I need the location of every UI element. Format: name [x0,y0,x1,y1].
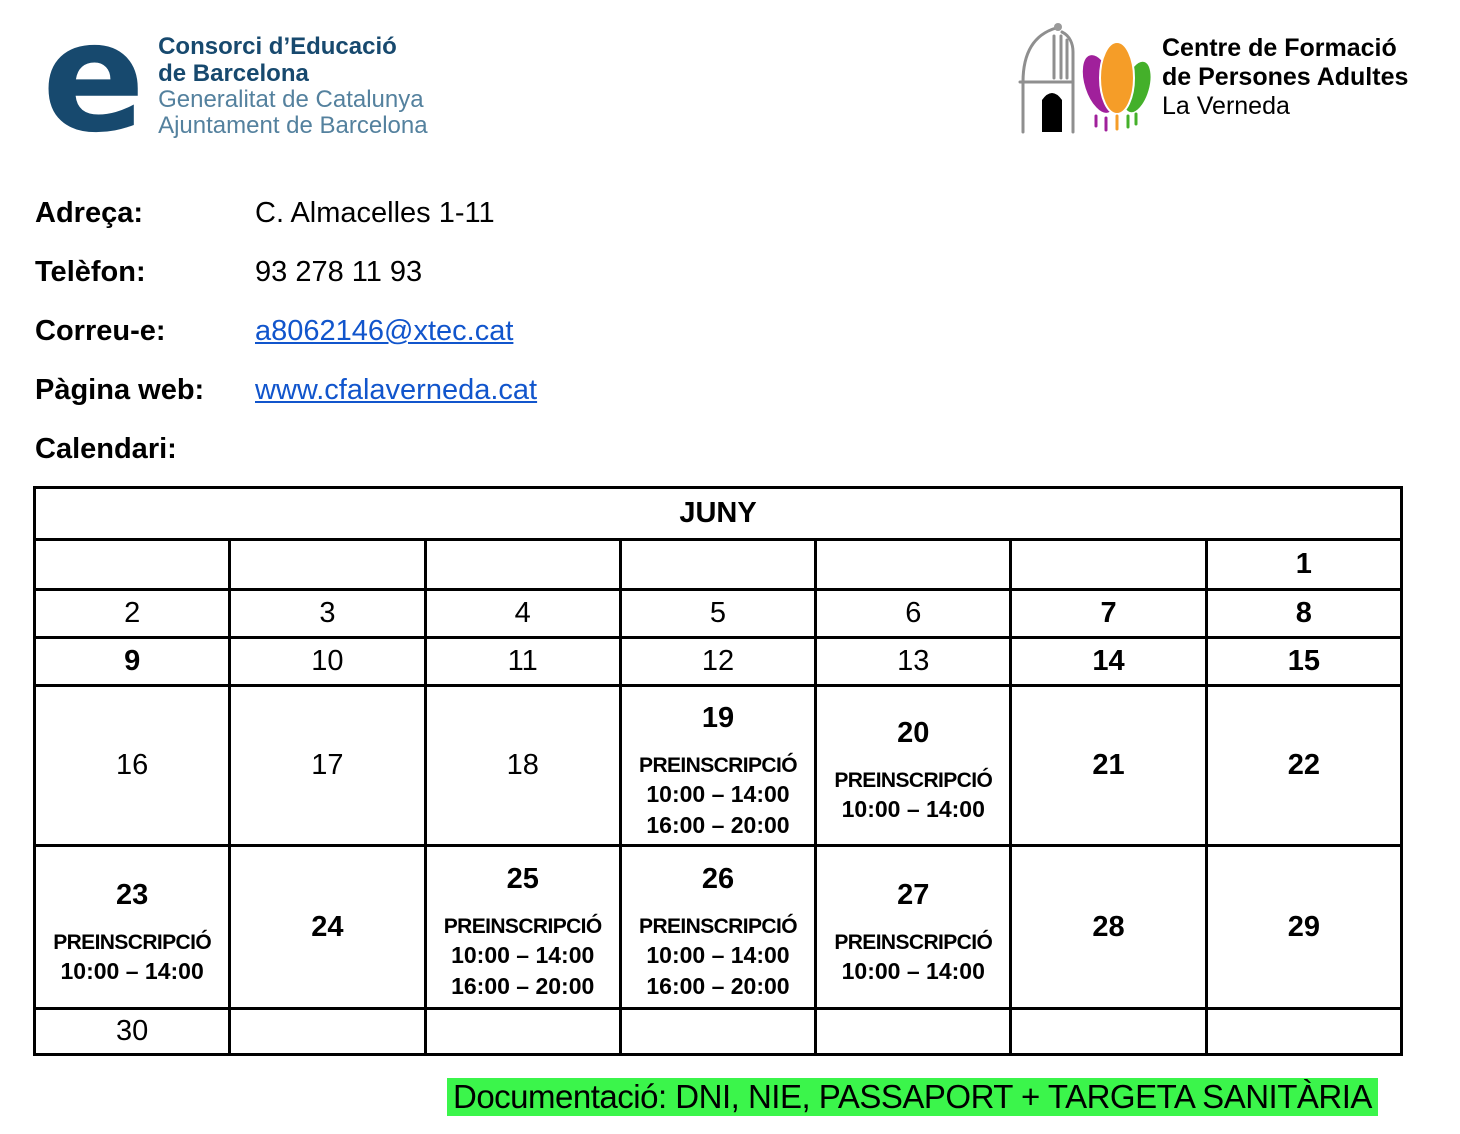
day-number: 27 [897,878,930,911]
center-name-line2: de Persones Adultes [1162,63,1409,91]
consorci-sub-line2: Ajuntament de Barcelona [158,112,428,139]
day-16: 16 [35,686,230,846]
time-range: 10:00 – 14:00 [451,942,595,968]
phone-label: Telèfon: [35,256,146,288]
day-12: 12 [620,638,815,686]
time-range: 10:00 – 14:00 [60,957,204,984]
day-8: 8 [1206,590,1401,638]
day-26 [620,846,815,1009]
email-label: Correu-e: [35,315,166,347]
address-value: C. Almacelles 1-11 [255,197,495,229]
empty-cell [425,540,620,590]
calendar-label: Calendari: [35,433,177,465]
time-range: 10:00 – 14:00 [646,780,790,807]
preinscripcio-label: PREINSCRIPCIÓ [639,753,797,777]
contact-row-calendar [35,433,537,466]
consorci-name-line1: Consorci d’Educació [158,33,397,60]
day-25 [425,846,620,1009]
day-21: 21 [1011,686,1206,846]
day-3: 3 [230,590,425,638]
day-4: 4 [425,590,620,638]
center-name-line1: Centre de Formació [1162,34,1397,62]
empty-cell [816,540,1011,590]
contact-row-website [35,374,537,407]
day-24: 24 [230,846,425,1009]
email-link[interactable]: a8062146@xtec.cat [255,315,514,347]
time-range: 16:00 – 20:00 [646,811,790,838]
day-30: 30 [35,1009,230,1055]
contact-info [35,197,537,492]
contact-row-address [35,197,537,230]
time-range: 16:00 – 20:00 [646,973,790,999]
day-20 [816,686,1011,846]
day-2: 2 [35,590,230,638]
la-verneda-building-icon [1016,20,1152,134]
day-22: 22 [1206,686,1401,846]
day-15: 15 [1206,638,1401,686]
day-number: 26 [701,863,735,895]
consorci-logo [42,0,428,166]
contact-row-email [35,315,537,348]
consorci-e-icon: e [42,0,143,166]
day-29: 29 [1206,846,1401,1009]
day-7: 7 [1011,590,1206,638]
day-1: 1 [1206,540,1401,590]
la-verneda-logo [1016,20,1408,134]
empty-cell [620,540,815,590]
empty-cell [1011,540,1206,590]
day-13: 13 [816,638,1011,686]
june-calendar [33,486,1403,1056]
empty-cell [230,1009,425,1055]
phone-value: 93 278 11 93 [255,256,423,288]
website-label: Pàgina web: [35,374,205,406]
time-range: 10:00 – 14:00 [841,957,985,984]
empty-cell [35,540,230,590]
consorci-name-line2: de Barcelona [158,60,309,87]
preinscripcio-label: PREINSCRIPCIÓ [53,930,212,954]
website-link[interactable]: www.cfalaverneda.cat [255,374,538,406]
day-18: 18 [425,686,620,846]
empty-cell [1206,1009,1401,1055]
empty-cell [1011,1009,1206,1055]
preinscripcio-label: PREINSCRIPCIÓ [443,915,602,938]
day-11: 11 [425,638,620,686]
preinscripcio-label: PREINSCRIPCIÓ [639,915,797,938]
day-14: 14 [1011,638,1206,686]
empty-cell [816,1009,1011,1055]
address-label: Adreça: [35,197,143,229]
day-9: 9 [35,638,230,686]
day-6: 6 [816,590,1011,638]
empty-cell [230,540,425,590]
center-name-line3: La Verneda [1162,92,1290,120]
preinscripcio-label: PREINSCRIPCIÓ [834,930,993,954]
consorci-sub-line1: Generalitat de Catalunya [158,86,424,113]
contact-row-phone [35,256,537,289]
time-range: 16:00 – 20:00 [451,973,595,999]
day-27 [816,846,1011,1009]
time-range: 10:00 – 14:00 [646,942,790,968]
time-range: 10:00 – 14:00 [841,796,985,822]
empty-cell [425,1009,620,1055]
day-number: 25 [506,863,539,895]
day-number: 20 [897,717,930,749]
day-23 [35,846,230,1009]
day-10: 10 [230,638,425,686]
day-28: 28 [1011,846,1206,1009]
preinscripcio-label: PREINSCRIPCIÓ [834,769,993,792]
day-5: 5 [620,590,815,638]
day-19 [620,686,815,846]
documentation-note: Documentació: DNI, NIE, PASSAPORT + TARGETA SANITÀRIA [447,1078,1378,1116]
day-17: 17 [230,686,425,846]
month-title: JUNY [35,488,1402,540]
empty-cell [620,1009,815,1055]
day-number: 19 [701,701,735,734]
day-number: 23 [116,878,149,911]
